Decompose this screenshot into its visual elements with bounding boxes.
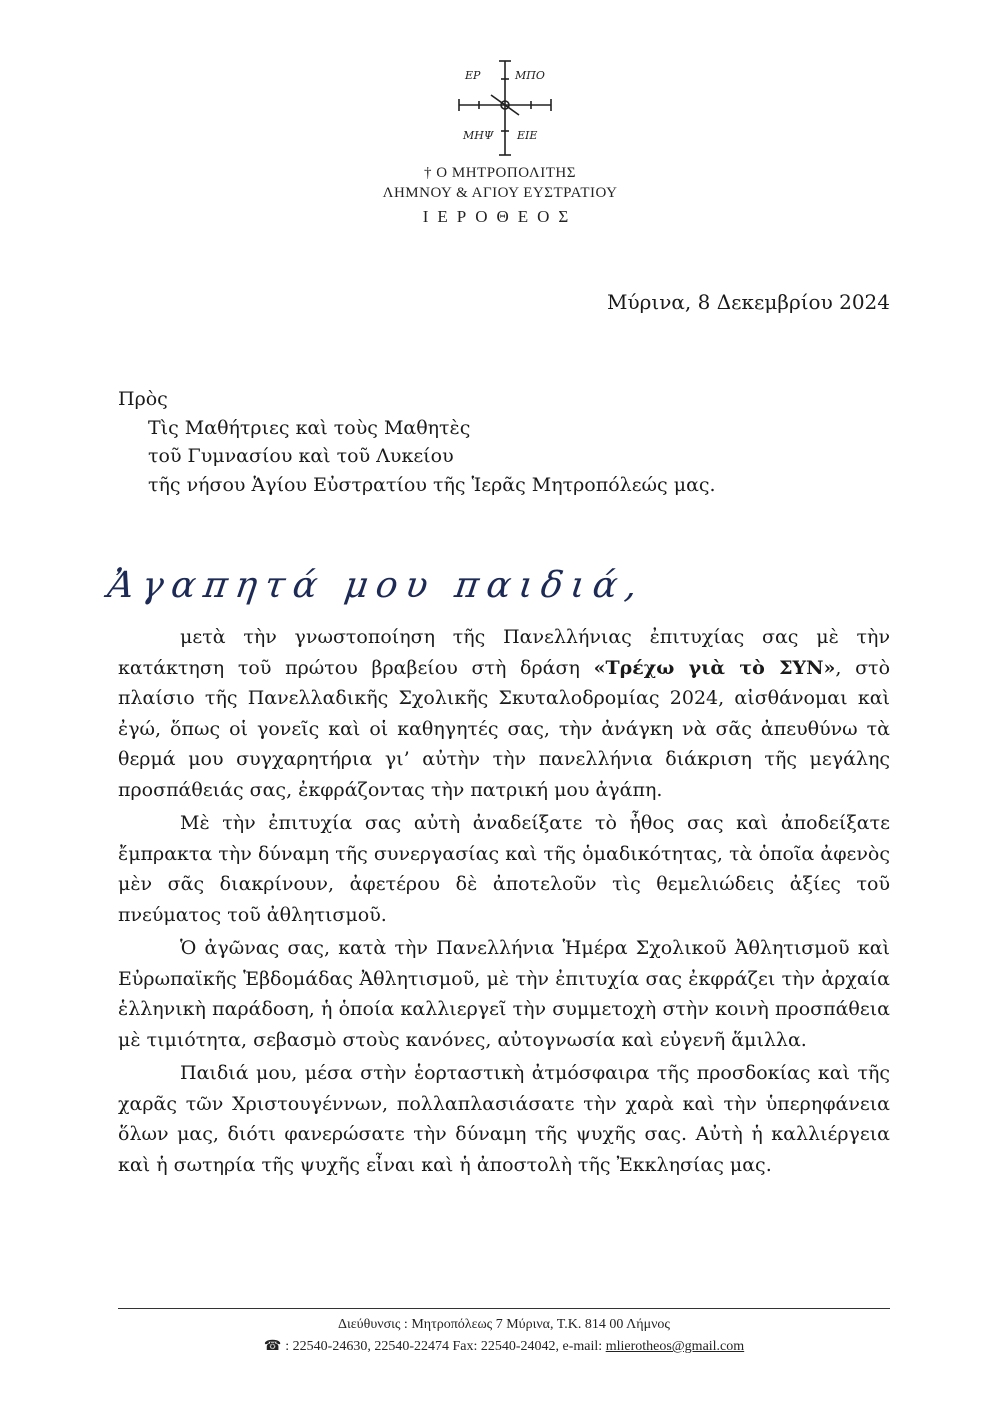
body-text: μετὰ τὴν γνωστοποίηση τῆς Πανελλήνιας ἐπιτυχίας σας μὲ τὴν κατάκτηση τοῦ πρώτου βραβείου στὴ δράση [118, 626, 890, 679]
telephone-icon: ☎ [263, 1339, 282, 1354]
svg-text:ΜΗΨ: ΜΗΨ [463, 129, 494, 142]
letter-body [118, 622, 890, 1183]
body-text: , στὸ πλαίσιο τῆς Πανελλαδικῆς Σχολικῆς Σκυταλοδρομίας 2024, αἰσθάνομαι καὶ ἐγώ, ὅπως οἱ γονεῖς καὶ οἱ καθηγητές σας, τὴν ἀνάγκη νὰ σᾶς ἀπευθύνω τὰ θερμά μου συγχαρητήρια γι’ αὐτὴν τὴν πανελλήνια διάκριση τῆς μεγάλης προσπάθειάς σας, ἐκφράζοντας τὴν πατρική μου ἀγάπη. [118, 656, 891, 801]
footer-phones: : 22540-24630, 22540-22474 Fax: 22540-24042, e-mail: [285, 1339, 606, 1354]
footer-divider [118, 1308, 890, 1309]
letter-date: Μύρινα, 8 Δεκεμβρίου 2024 [607, 290, 890, 314]
recipient-line: τοῦ Γυμνασίου καὶ τοῦ Λυκείου [148, 445, 454, 467]
recipient-line: Πρὸς [118, 388, 168, 410]
body-paragraph: Παιδιά μου, μέσα στὴν ἑορταστικὴ ἀτμόσφαιρα τῆς προσδοκίας καὶ τῆς χαρᾶς τῶν Χριστουγέννων, πολλαπλασιάσατε τὴν χαρὰ καὶ τὴν ὑπερηφάνεια ὅλων μας, διότι φανερώσατε τὴν δύναμη τῆς ψυχῆς σας. Αὐτὴ ἡ καλλιέργεια καὶ ἡ σωτηρία τῆς ψυχῆς εἶναι καὶ ἡ ἀποστολὴ τῆς Ἐκκλησίας μας. [118, 1062, 890, 1176]
letterhead-diocese: ΛΗΜΝΟΥ & ΑΓΙΟΥ ΕΥΣΤΡΑΤΙΟΥ [382, 185, 618, 201]
recipient-line: τῆς νήσου Ἁγίου Εὐστρατίου τῆς Ἱερᾶς Μητροπόλεώς μας. [148, 473, 716, 496]
action-title: «Τρέχω γιὰ τὸ ΣΥΝ» [593, 656, 836, 679]
body-paragraph: Μὲ τὴν ἐπιτυχία σας αὐτὴ ἀναδείξατε τὸ ἦθος σας καὶ ἀποδείξατε ἔμπρακτα τὴν δύναμη τῆς συνεργασίας καὶ τῆς ὁμαδικότητας, τὰ ὁποῖα ἀφενὸς μὲν σᾶς διακρίνουν, ἀφετέρου δὲ ἀποτελοῦν τὶς θεμελιώδεις ἀξίες τοῦ πνεύματος τοῦ ἀθλητισμοῦ. [118, 812, 890, 926]
footer [118, 1314, 890, 1358]
svg-text:ΕΡ: ΕΡ [465, 69, 481, 82]
svg-text:ΜΠΟ: ΜΠΟ [515, 69, 545, 82]
letterhead-title: † Ο ΜΗΤΡΟΠΟΛΙΤΗΣ [424, 165, 576, 181]
recipients-block [118, 385, 716, 499]
letterhead-name: ΙΕΡΟΘΕΟΣ [422, 207, 578, 226]
orthodox-cross-seal-icon [455, 55, 555, 160]
letterhead [300, 163, 700, 229]
handwritten-salutation: Ἀγαπητά μου παιδιά, [105, 565, 648, 606]
body-paragraph: Ὁ ἀγῶνας σας, κατὰ τὴν Πανελλήνια Ἡμέρα Σχολικοῦ Ἀθλητισμοῦ καὶ Εὐρωπαϊκῆς Ἑβδομάδας Ἀθλητισμοῦ, μὲ τὴν ἐπιτυχία σας ἐκφράζει τὴν ἀρχαία ἑλληνικὴ παράδοση, ἡ ὁποία καλλιεργεῖ τὴν συμμετοχὴ στὴν κοινὴ προσπάθεια μὲ τιμιότητα, σεβασμὸ στοὺς κανόνες, αὐτογνωσία καὶ εὐγενῆ ἅμιλλα. [118, 937, 890, 1051]
footer-address: Διεύθυνσις : Μητροπόλεως 7 Μύρινα, Τ.Κ. 814 00 Λήμνος [338, 1317, 670, 1332]
svg-text:ΕΙΕ: ΕΙΕ [517, 129, 538, 142]
recipient-line: Τὶς Μαθήτριες καὶ τοὺς Μαθητὲς [148, 416, 471, 439]
footer-email-link[interactable]: mlierotheos@gmail.com [605, 1339, 745, 1354]
footer-contacts [118, 1336, 890, 1358]
body-paragraph [118, 622, 890, 805]
